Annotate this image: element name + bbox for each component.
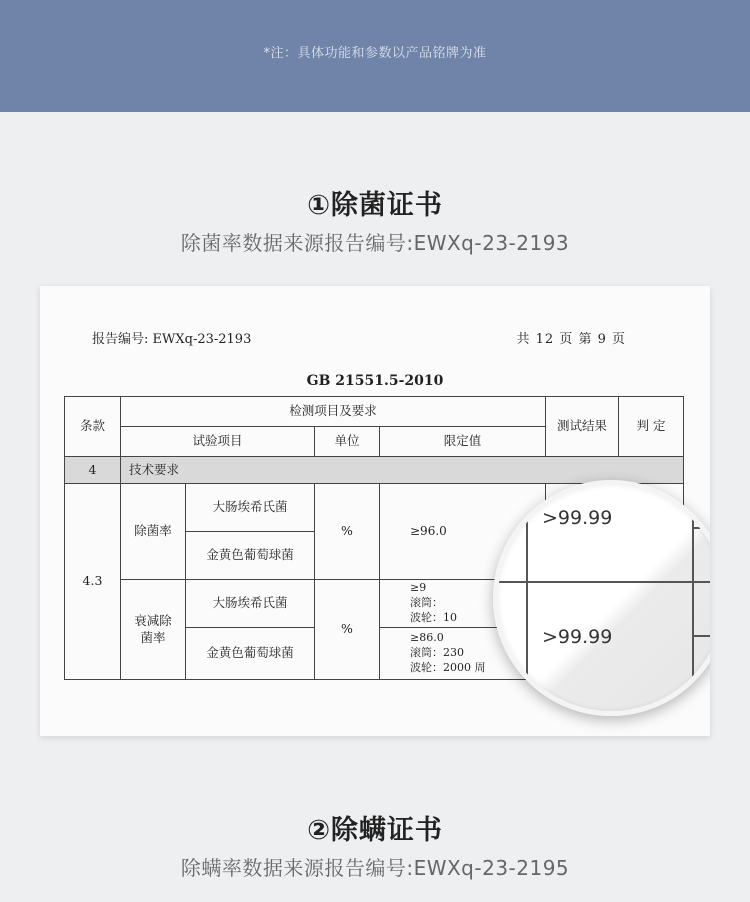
group2-limit-a-line-2: 滚筒： xyxy=(410,596,443,610)
section-title-sterilization: ①除菌证书 xyxy=(307,190,443,221)
group2-limit-b-line-2: 滚筒：230 xyxy=(410,646,464,660)
test-report-document xyxy=(40,286,710,736)
mag-grid-line xyxy=(526,485,528,715)
group2-bacteria-2: 金黄色葡萄球菌 xyxy=(186,628,315,680)
header-limit: 限定值 xyxy=(380,427,546,457)
magnified-result-top: >99.99 xyxy=(542,507,613,529)
header-clause: 条款 xyxy=(65,397,121,457)
group1-bacteria-2: 金黄色葡萄球菌 xyxy=(186,532,315,580)
mag-grid-line xyxy=(692,635,710,637)
group2-unit: % xyxy=(315,580,380,680)
tech-clause: 4 xyxy=(65,457,121,484)
mag-grid-line xyxy=(692,527,710,529)
report-number: 报告编号: EWXq-23-2193 xyxy=(92,332,252,347)
header-verdict: 判 定 xyxy=(619,397,684,457)
group2-limit-b-line-3: 波轮：2000 周 xyxy=(410,660,486,674)
header-unit: 单位 xyxy=(315,427,380,457)
group2-limit-b-line-1: ≥86.0 xyxy=(410,631,444,645)
top-banner xyxy=(0,0,750,112)
header-test-item: 试验项目 xyxy=(121,427,315,457)
standard-number: GB 21551.5-2010 xyxy=(306,373,444,389)
section-title-mite-removal: ②除螨证书 xyxy=(307,815,443,846)
section-subtitle-sterilization: 除菌率数据来源报告编号:EWXq-23-2193 xyxy=(180,231,570,255)
tech-label: 技术要求 xyxy=(121,457,684,484)
group1-bacteria-1: 大肠埃希氏菌 xyxy=(186,484,315,532)
group1-name: 除菌率 xyxy=(121,484,186,580)
magnifier-lens xyxy=(493,480,710,716)
mag-grid-line xyxy=(692,485,694,715)
table-header-row xyxy=(65,397,684,427)
group1-unit: % xyxy=(315,484,380,580)
group2-limit-a-line-1: ≥9 xyxy=(410,581,427,595)
header-result: 测试结果 xyxy=(546,397,619,457)
group2-limit-a-line-3: 波轮：10 xyxy=(410,610,457,624)
clause-4-3: 4.3 xyxy=(65,484,121,680)
group2-bacteria-1: 大肠埃希氏菌 xyxy=(186,580,315,628)
header-items-requirements: 检测项目及要求 xyxy=(121,397,546,427)
report-page-number: 共 12 页 第 9 页 xyxy=(516,332,626,347)
group1-limit: ≥96.0 xyxy=(380,484,546,580)
magnified-result-bottom: >99.99 xyxy=(542,626,613,648)
disclaimer-note: *注：具体功能和参数以产品铭牌为准 xyxy=(263,46,487,61)
mag-grid-line xyxy=(498,581,710,583)
section-subtitle-mite-removal: 除螨率数据来源报告编号:EWXq-23-2195 xyxy=(180,856,570,880)
tech-requirements-row xyxy=(65,457,684,484)
group2-name: 衰减除菌率 xyxy=(121,580,186,680)
